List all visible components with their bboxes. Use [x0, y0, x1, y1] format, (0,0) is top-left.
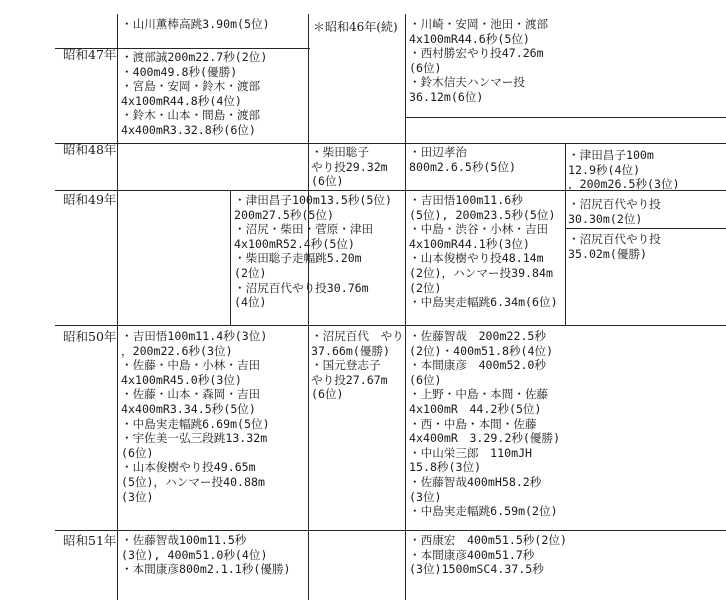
column-divider — [405, 14, 406, 600]
year-label: 昭和48年 — [63, 142, 117, 157]
column-divider — [117, 14, 118, 600]
year-label: 昭和47年 — [63, 47, 117, 62]
results-cell: ・渡部誠200m22.7秒(2位) ・400m49.8秒(優勝) ・宮島・安岡・鈴木・渡部 4x100mR44.8秒(4位) ・鈴木・山本・間島・渡部 4x400mR3.32.8秒(6位) — [121, 50, 268, 137]
results-cell: ・吉田悟100m11.6秒 (5位), 200m23.5秒(5位) ・中島・渋谷・小林・吉田 4x100mR44.1秒(3位) ・山本俊樹やり投48.14m (2位)，ハンマー投39.84m (2位) ・中島実走幅跳6.34m(6位) — [409, 193, 558, 310]
results-cell: ・津田昌子100m 12.9秒(4位) ，200m26.5秒(3位) — [568, 148, 680, 192]
results-cell: ・津田昌子100m13.5秒(5位) 200m27.5秒(5位) ・沼尻・柴田・菅原・津田 4x100mR52.4秒(5位) ・柴田聡子走幅跳5.20m (2位) ・沼尻百代やり投30.76m (4位) — [234, 193, 392, 310]
results-cell: ・沼尻百代やり投 30.30m(2位) — [568, 197, 661, 226]
results-cell: ・吉田悟100m11.4秒(3位) ，200m22.6秒(3位) ・佐藤・中島・小林・吉田 4x100mR45.0秒(3位) ・佐藤・山本・森岡・吉田 4x400mR3.34.5秒(5位) ・中島実走幅跳6.69m(5位) ・宇佐美一弘三段跳13.32m (6位) ・山本俊樹やり投49.65m (5位)，ハンマー投40.88m (3位) — [121, 329, 270, 504]
row-divider — [55, 143, 726, 144]
results-cell: ・柴田聡子 やり投29.32m (6位) — [311, 145, 388, 189]
results-cell: ・山川薫棒高跳3.90m(5位) — [121, 17, 270, 31]
results-cell: ・西康宏 400m51.5秒(2位) ・本間康彦400m51.7秒 (3位)1500mSC4.37.5秒 — [409, 533, 567, 577]
year-label: 昭和51年 — [63, 533, 117, 548]
results-cell: ・沼尻百代やり投 35.02m(優勝) — [568, 232, 661, 261]
results-cell: ・沼尻百代 やり 37.66m(優勝) ・国元登志子 やり投27.67m (6位) — [311, 329, 404, 402]
results-cell: ・佐藤智哉100m11.5秒 (3位), 400m51.0秒(4位) ・本間康彦800m2.1.1秒(優勝) — [121, 533, 291, 577]
column-divider — [565, 143, 566, 325]
row-divider — [55, 530, 726, 531]
results-cell: ・佐藤智哉 200m22.5秒 (2位)・400m51.8秒(4位) ・本間康彦 400m52.0秒 (6位) ・上野・中島・本間・佐藤 4x100mR 44.2秒(5位) ・西・中島・本間・佐藤 4x400mR 3.29.2秒(優勝) ・中山栄三郎 110mJH 15.8秒(3位) ・佐藤智哉400mH58.2秒 (3位) ・中島実走幅跳6.59m(2位) — [409, 329, 561, 519]
year-label: 昭和49年 — [63, 192, 117, 207]
column-divider — [230, 190, 231, 325]
row-divider — [405, 117, 726, 118]
continued-year-label: ＊昭和46年(続) — [313, 20, 398, 34]
row-divider — [55, 325, 726, 326]
row-divider — [565, 228, 726, 229]
results-cell: ・田辺孝治 800m2.6.5秒(5位) — [409, 145, 516, 174]
year-label: 昭和50年 — [63, 329, 117, 344]
results-cell: ・川崎・安岡・池田・渡部 4x100mR44.6秒(5位) ・西村勝宏やり投47.26m (6位) ・鈴木信夫ハンマー投 36.12m(6位) — [409, 17, 549, 104]
